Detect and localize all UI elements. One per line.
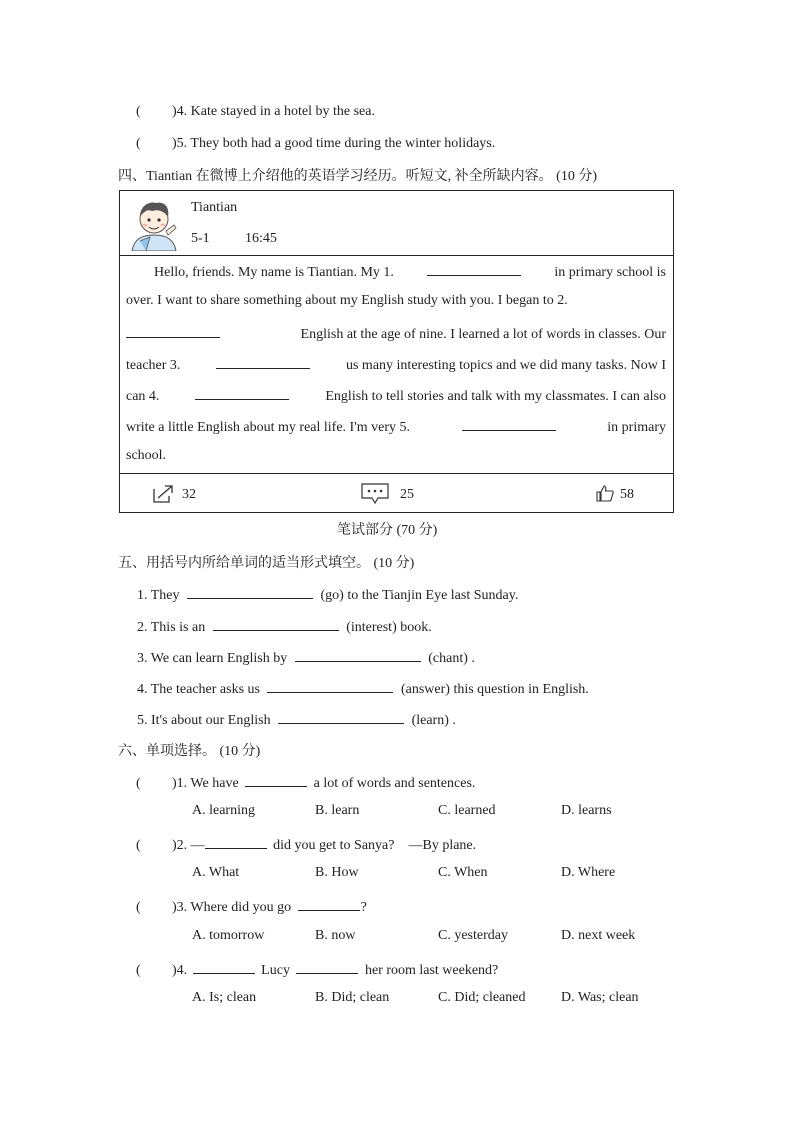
answer-blank[interactable]: [126, 323, 220, 338]
answer-bracket[interactable]: (: [136, 900, 141, 915]
answer-blank[interactable]: [296, 959, 358, 974]
section-title: 六、单项选择。 (10 分): [118, 744, 261, 759]
answer-bracket[interactable]: (: [136, 136, 141, 151]
answer-blank[interactable]: [195, 385, 289, 400]
written-part-title: 笔试部分 (70 分): [337, 523, 438, 538]
body-line: over. I want to share something about my English study with you. I began to 2.: [126, 293, 568, 308]
like-icon[interactable]: [596, 485, 614, 502]
option-c[interactable]: C. When: [438, 865, 488, 880]
section-title: 五、用括号内所给单词的适当形式填空。 (10 分): [118, 556, 415, 571]
body-line: can 4. English to tell stories and talk with my classmates. I can also: [126, 385, 666, 416]
comment-icon[interactable]: [361, 483, 389, 505]
option-a[interactable]: A. Is; clean: [192, 990, 257, 1005]
question-text: They both had a good time during the winter holidays.: [190, 136, 496, 151]
post-footer: [120, 473, 673, 514]
option-d[interactable]: D. Was; clean: [561, 990, 639, 1005]
comment-count: 25: [400, 487, 414, 502]
answer-blank[interactable]: [278, 709, 404, 724]
answer-blank[interactable]: [298, 896, 360, 911]
question-number: )4.: [172, 104, 188, 119]
fill-item: 2. This is an (interest) book.: [137, 616, 432, 637]
option-a[interactable]: A. tomorrow: [192, 928, 265, 943]
avatar: [126, 195, 182, 251]
answer-blank[interactable]: [187, 584, 313, 599]
option-b[interactable]: B. How: [315, 865, 359, 880]
weibo-post: [119, 190, 674, 513]
post-body: [126, 261, 666, 478]
post-header: [120, 191, 673, 256]
answer-bracket[interactable]: (: [136, 963, 141, 978]
body-line: write a little English about my real life. I'm very 5. in primary: [126, 416, 666, 447]
fill-item: 5. It's about our English (learn) .: [137, 709, 456, 730]
body-line: school.: [126, 448, 167, 463]
option-d[interactable]: D. Where: [561, 865, 616, 880]
body-line: Hello, friends. My name is Tiantian. My 1. in primary school is: [126, 261, 666, 292]
answer-blank[interactable]: [213, 616, 339, 631]
option-a[interactable]: A. What: [192, 865, 240, 880]
question-row: [136, 135, 495, 153]
answer-blank[interactable]: [205, 834, 267, 849]
share-icon[interactable]: [152, 484, 174, 504]
choice-question: ( )1. We have a lot of words and sentences.: [136, 772, 475, 793]
option-d[interactable]: D. next week: [561, 928, 636, 943]
question-number: )5.: [172, 136, 188, 151]
answer-bracket[interactable]: (: [136, 776, 141, 791]
answer-bracket[interactable]: (: [136, 104, 141, 119]
post-author: Tiantian: [191, 200, 238, 215]
question-text: Kate stayed in a hotel by the sea.: [190, 104, 375, 119]
answer-blank[interactable]: [427, 261, 521, 276]
option-c[interactable]: C. Did; cleaned: [438, 990, 526, 1005]
choice-question: ( )2. — did you get to Sanya? —By plane.: [136, 834, 476, 855]
post-date: 5-1: [191, 231, 210, 246]
like-count: 58: [620, 487, 634, 502]
fill-item: 4. The teacher asks us (answer) this question in English.: [137, 678, 589, 699]
answer-bracket[interactable]: (: [136, 838, 141, 853]
option-b[interactable]: B. learn: [315, 803, 360, 818]
option-a[interactable]: A. learning: [192, 803, 255, 818]
answer-blank[interactable]: [462, 416, 556, 431]
option-b[interactable]: B. Did; clean: [315, 990, 390, 1005]
body-line: English at the age of nine. I learned a lot of words in classes. Our: [126, 323, 666, 354]
fill-item: 3. We can learn English by (chant) .: [137, 647, 475, 668]
choice-question: ( )4. Lucy her room last weekend?: [136, 959, 498, 980]
option-c[interactable]: C. yesterday: [438, 928, 508, 943]
answer-blank[interactable]: [267, 678, 393, 693]
option-b[interactable]: B. now: [315, 928, 356, 943]
answer-blank[interactable]: [216, 354, 310, 369]
option-c[interactable]: C. learned: [438, 803, 496, 818]
answer-blank[interactable]: [295, 647, 421, 662]
answer-blank[interactable]: [193, 959, 255, 974]
question-row: [136, 103, 375, 121]
share-count: 32: [182, 487, 196, 502]
option-d[interactable]: D. learns: [561, 803, 612, 818]
section-title: 四、Tiantian 在微博上介绍他的英语学习经历。听短文, 补全所缺内容。 (10 分): [118, 169, 597, 184]
choice-question: ( )3. Where did you go ?: [136, 896, 367, 917]
body-line: teacher 3. us many interesting topics and we did many tasks. Now I: [126, 354, 666, 385]
fill-item: 1. They (go) to the Tianjin Eye last Sunday.: [137, 584, 518, 605]
post-time: 16:45: [245, 231, 277, 246]
answer-blank[interactable]: [245, 772, 307, 787]
